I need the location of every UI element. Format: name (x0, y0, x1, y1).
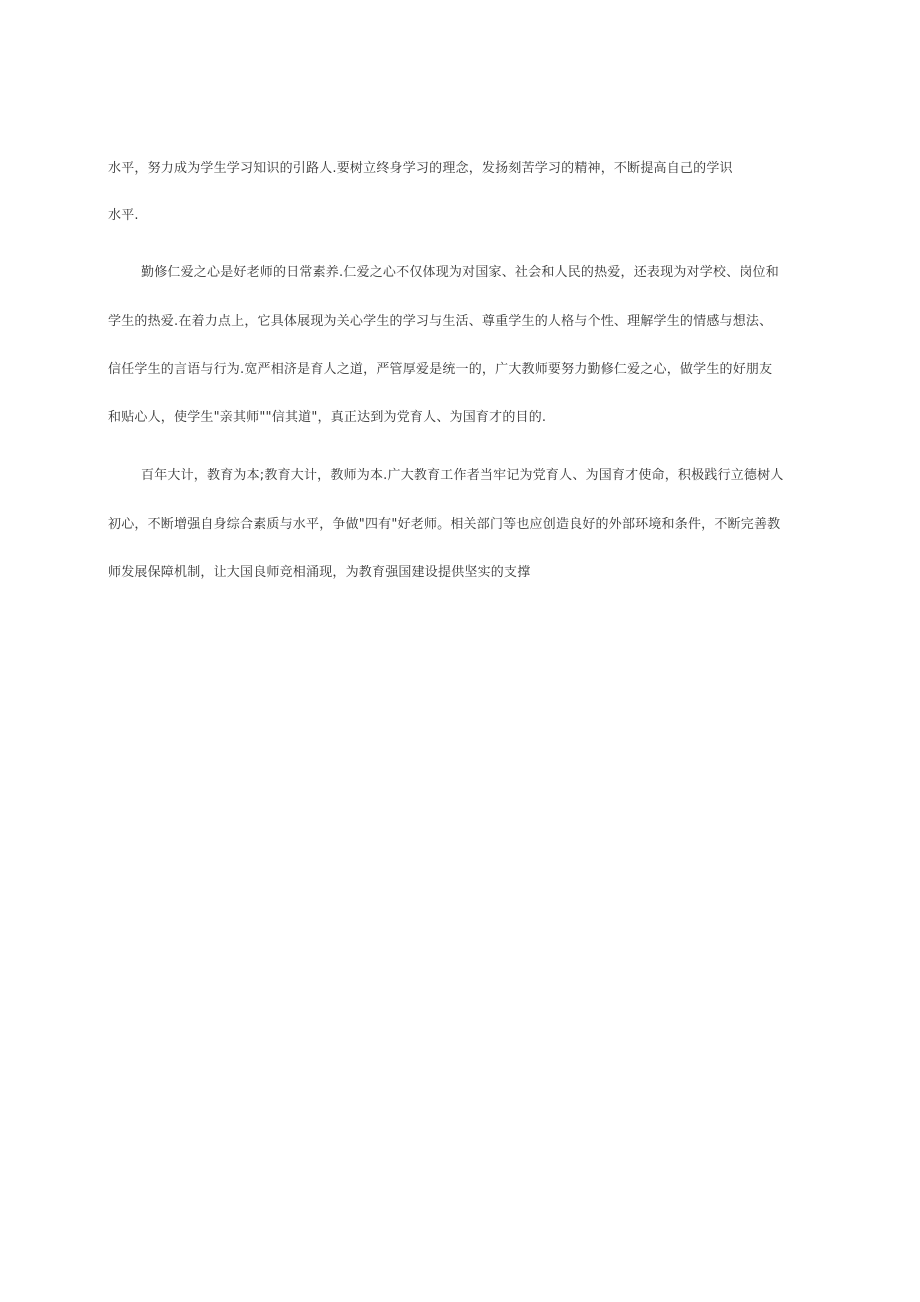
paragraph-line: 师发展保障机制，让大国良师竞相涌现，为教育强国建设提供坚实的支撑 (108, 565, 531, 580)
paragraph-line: 信任学生的言语与行为.宽严相济是育人之道，严管厚爱是统一的，广大教师要努力勤修仁爱之心，做学生的好朋友 (108, 362, 773, 377)
paragraph-line: 和贴心人，使学生"亲其师""信其道"，真正达到为党育人、为国育才的目的. (108, 410, 547, 425)
paragraph-line: 勤修仁爱之心是好老师的日常素养.仁爱之心不仅体现为对国家、社会和人民的热爱，还表现为对学校、岗位和 (141, 265, 779, 280)
paragraph-line: 水平. (108, 208, 139, 223)
paragraph-line: 学生的热爱.在着力点上，它具体展现为关心学生的学习与生活、尊重学生的人格与个性、理解学生的情感与想法、 (108, 314, 773, 329)
paragraph-line: 百年大计，教育为本;教育大计，教师为本.广大教育工作者当牢记为党育人、为国育才使命，积极践行立德树人 (141, 468, 784, 483)
paragraph-line: 初心，不断增强自身综合素质与水平，争做"四有"好老师。相关部门等也应创造良好的外部环境和条件，不断完善教 (108, 517, 781, 532)
paragraph-line: 水平，努力成为学生学习知识的引路人.要树立终身学习的理念，发扬刻苦学习的精神，不断提高自己的学识 (108, 161, 733, 176)
